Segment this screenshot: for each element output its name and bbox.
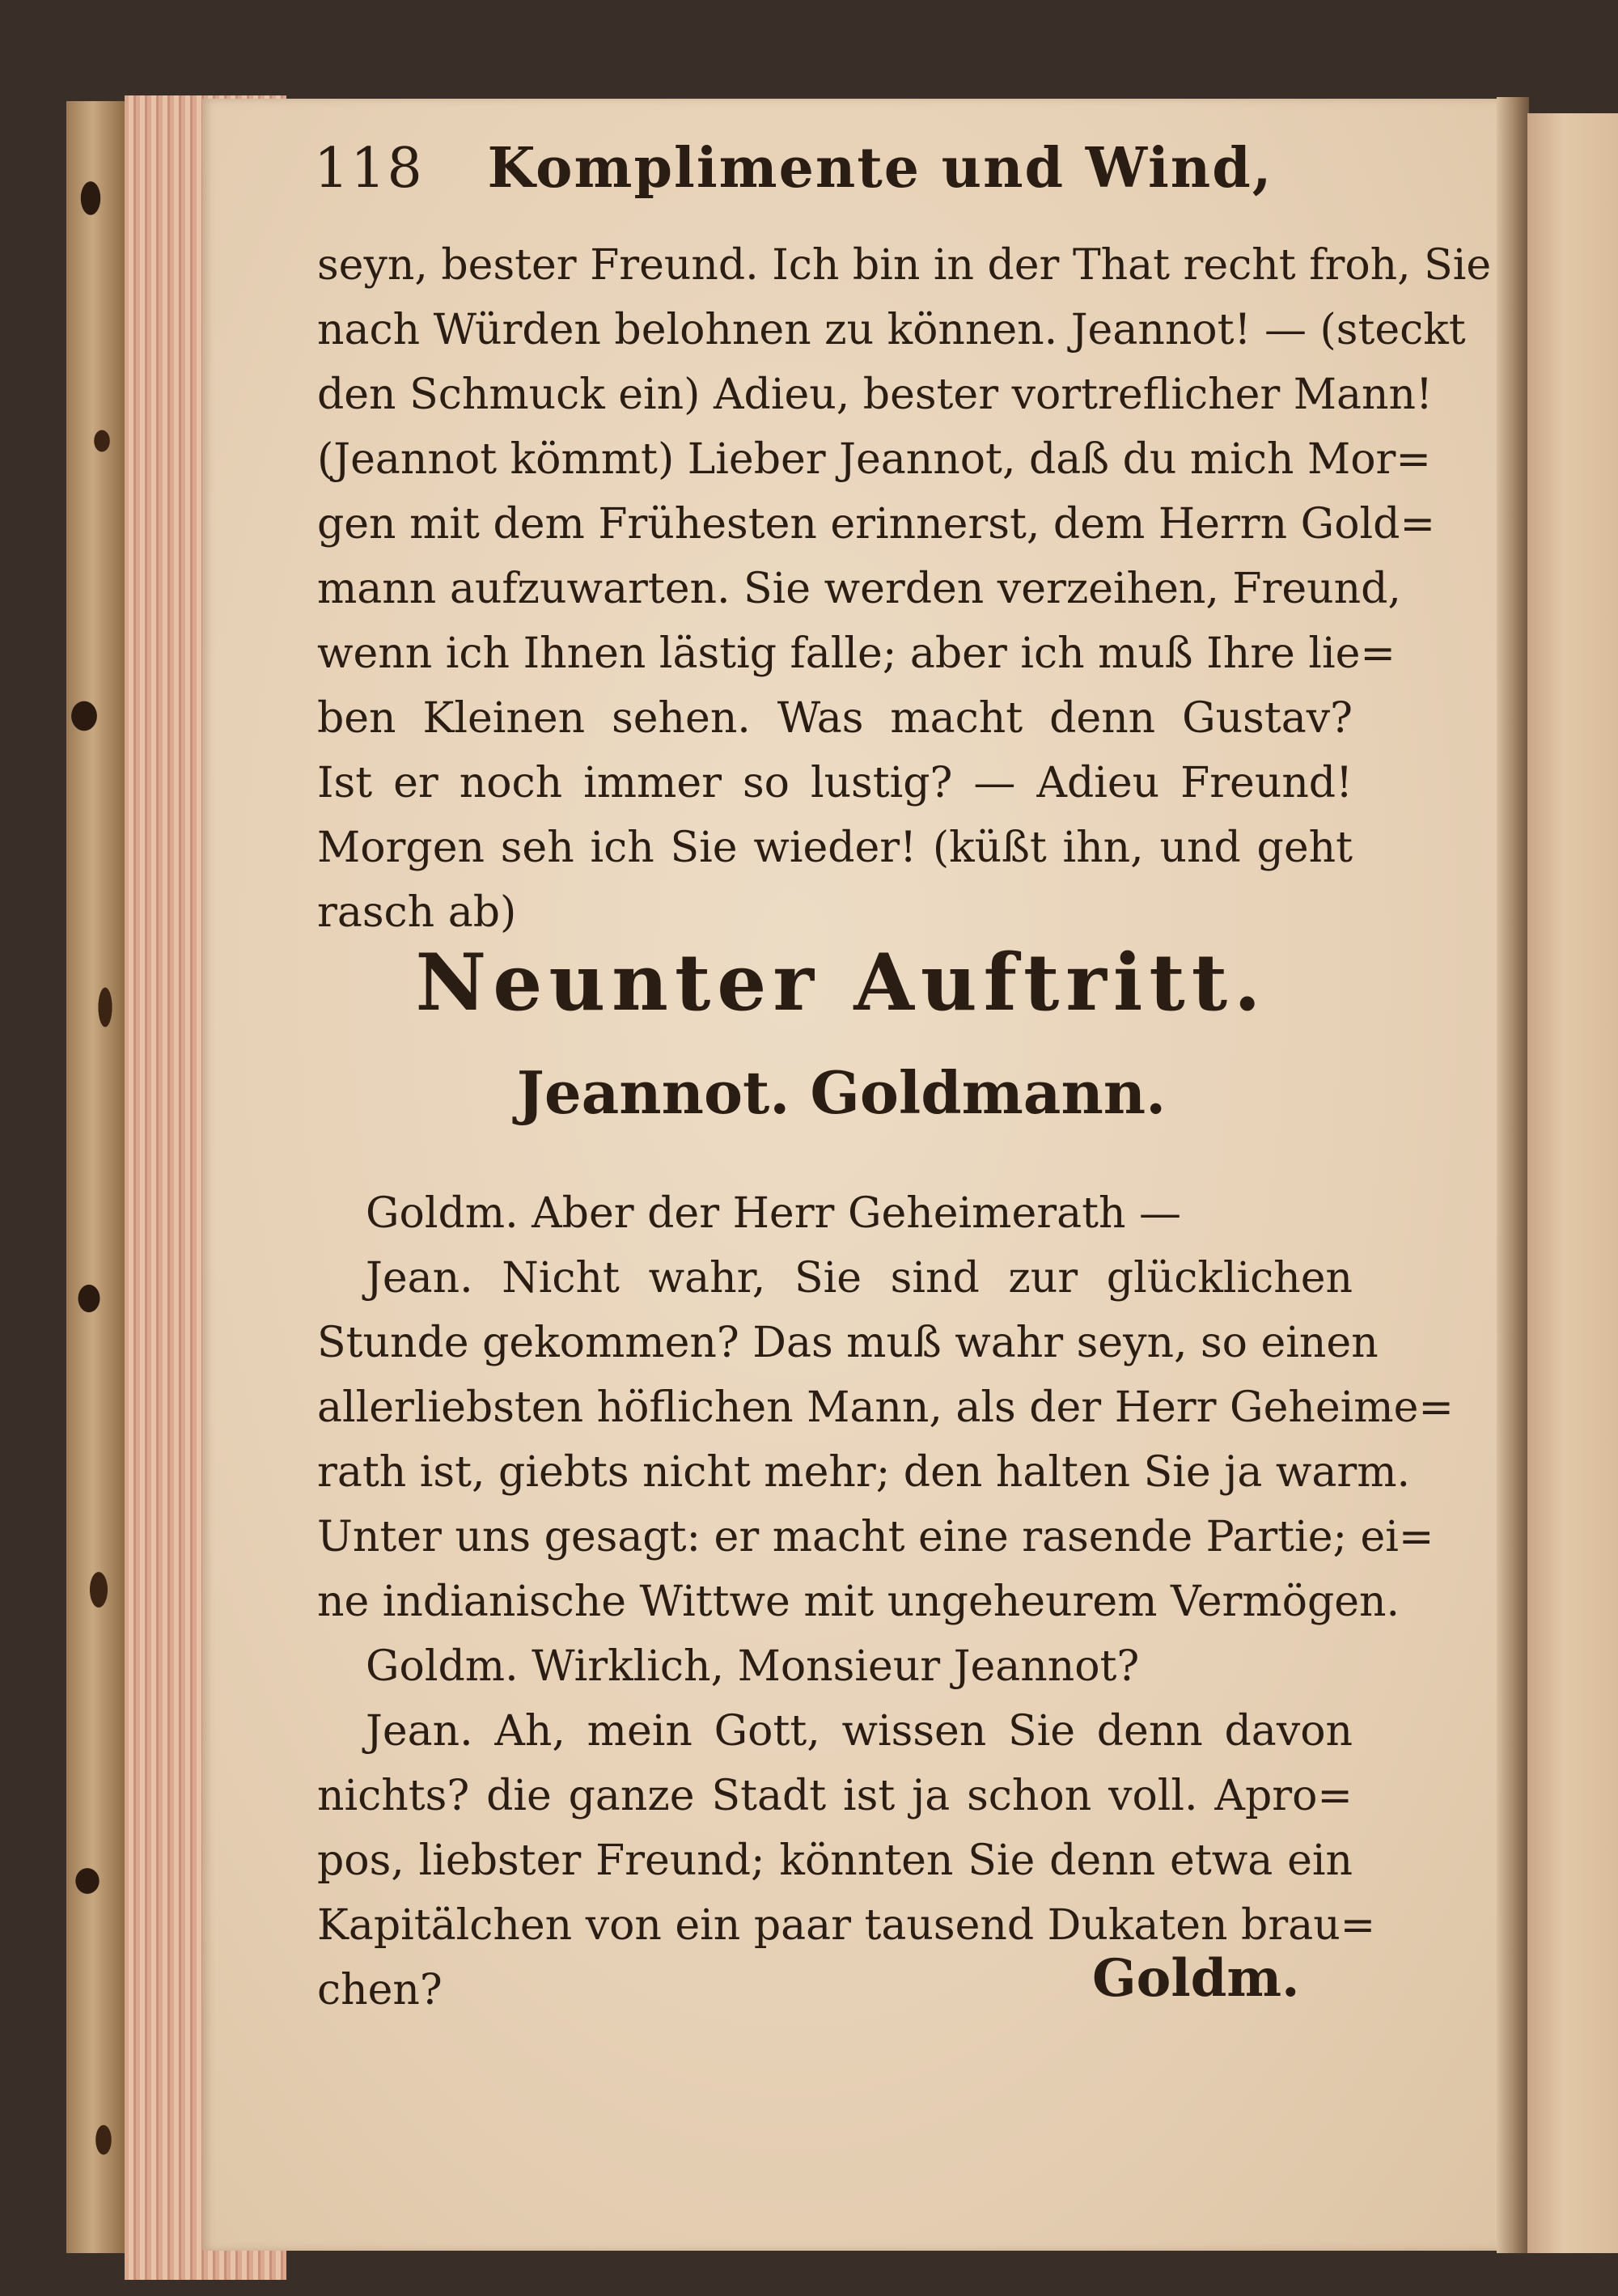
dialogue-line: chen? xyxy=(317,1966,443,2014)
text-line: mann aufzuwarten. Sie werden verzeihen, Freund, xyxy=(317,565,1401,613)
catchword: Goldm. xyxy=(1092,1948,1300,2009)
text-line: ben Kleinen sehen. Was macht denn Gustav? xyxy=(317,694,1353,743)
dialogue-line: ne indianische Wittwe mit ungeheurem Vermögen. xyxy=(317,1578,1400,1626)
dialogue-line: pos, liebster Freund; könnten Sie denn etwa ein xyxy=(317,1836,1353,1885)
text-line: seyn, bester Freund. Ich bin in der That recht froh, Sie xyxy=(317,241,1492,290)
facing-page-edge xyxy=(1527,113,1618,2253)
dialogue-line: Unter uns gesagt: er macht eine rasende Partie; ei= xyxy=(317,1513,1434,1561)
dialogue-line: Kapitälchen von ein paar tausend Dukaten brau= xyxy=(317,1901,1376,1950)
text-line: nach Würden belohnen zu können. Jeannot! — (steckt xyxy=(317,306,1466,354)
dialogue-line: Goldm. Wirklich, Monsieur Jeannot? xyxy=(366,1642,1140,1691)
text-line: den Schmuck ein) Adieu, bester vortreflicher Mann! xyxy=(317,371,1433,419)
dialogue-line: nichts? die ganze Stadt ist ja schon voll. Apro= xyxy=(317,1772,1353,1820)
text-line: Ist er noch immer so lustig? — Adieu Freund! xyxy=(317,759,1353,807)
running-head xyxy=(314,136,1366,201)
dialogue-line: Jean. Ah, mein Gott, wissen Sie denn davon xyxy=(366,1707,1353,1756)
text-line: rasch ab) xyxy=(317,888,517,937)
dialogue-line: rath ist, giebts nicht mehr; den halten Sie ja warm. xyxy=(317,1448,1411,1497)
running-title: Komplimente und Wind, xyxy=(487,136,1273,201)
page-number: 118 xyxy=(314,137,424,201)
scene-title: Neunter Auftritt. xyxy=(415,937,1268,1028)
text-line: gen mit dem Frühesten erinnerst, dem Herrn Gold= xyxy=(317,500,1436,549)
scene-cast: Jeannot. Goldmann. xyxy=(516,1058,1167,1127)
text-line: (Jeannot kömmt) Lieber Jeannot, daß du mich Mor= xyxy=(317,435,1431,484)
dialogue-line: Goldm. Aber der Herr Geheimerath — xyxy=(366,1189,1182,1238)
page-gutter xyxy=(1497,97,1529,2253)
text-line: wenn ich Ihnen lästig falle; aber ich muß Ihre lie= xyxy=(317,629,1396,678)
dialogue-line: Stunde gekommen? Das muß wahr seyn, so einen xyxy=(317,1319,1379,1367)
dialogue-line: allerliebsten höflichen Mann, als der Herr Geheime= xyxy=(317,1383,1454,1432)
text-line: Morgen seh ich Sie wieder! (küßt ihn, und geht xyxy=(317,824,1353,872)
dialogue-line: Jean. Nicht wahr, Sie sind zur glücklichen xyxy=(366,1254,1353,1303)
marbled-cover-edge xyxy=(66,101,125,2253)
